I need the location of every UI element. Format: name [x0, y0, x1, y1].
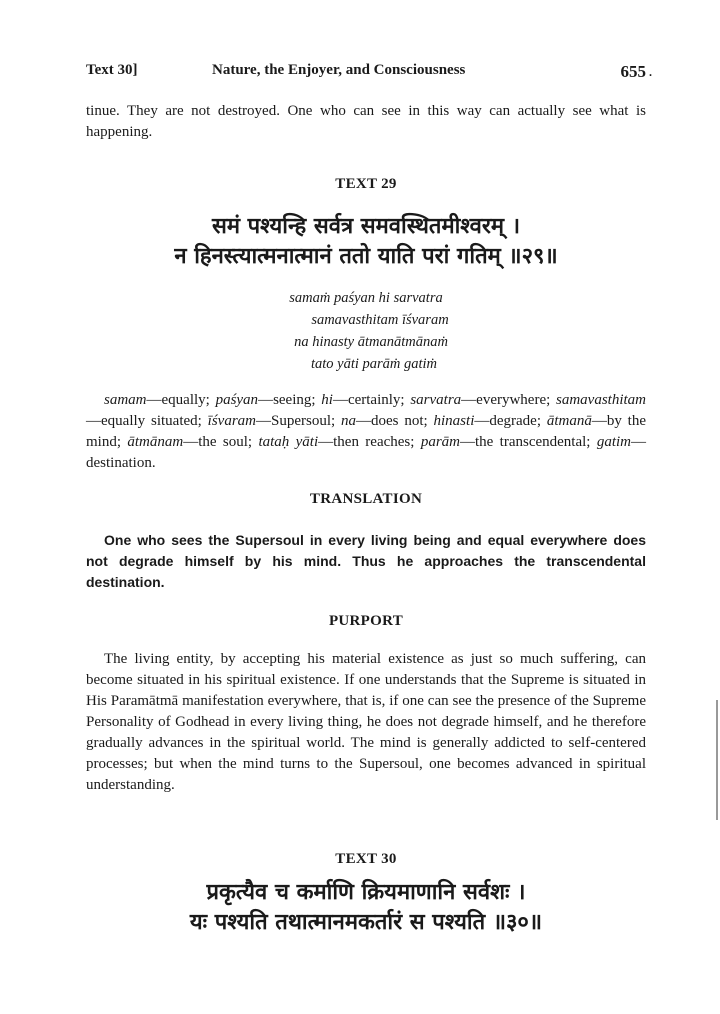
purport-text: The living entity, by accepting his material existence as just so much suffering, can become situated in his spiritual existence. If one understands that the Supreme is situated in His Paramātmā manifestation everywhere, that is, if one can see the presence of the Supreme Personality of Godhead in every living thing, he does not degrade himself, and he therefore gradually advances in the spiritual world. The mind is generally addicted to self-centered processes; but when the mind turns to the Supersoul, one becomes advanced in spiritual understanding. [86, 651, 646, 793]
synonym-meaning: —equally situated; [86, 413, 208, 429]
translation-heading: TRANSLATION [309, 491, 423, 507]
synonym-word: samavasthitam [556, 392, 646, 408]
synonym-meaning: —the transcendental; [459, 434, 597, 450]
devanagari-line: समं पश्यन्हि सर्वत्र समवस्थितमीश्वरम् । [211, 214, 521, 239]
synonym-word: na [341, 413, 357, 429]
synonym-meaning: —does not; [356, 413, 434, 429]
transliteration-line: samavasthitam īśvaram [311, 312, 449, 328]
text29-synonyms [86, 390, 646, 474]
synonym-word: hinasti [433, 413, 475, 429]
devanagari-line: यः पश्यति तथात्मानमकर्तारं स पश्यति ॥३०॥ [189, 910, 543, 935]
synonym-word: hi [321, 392, 333, 408]
transliteration-line: tato yāti parāṁ gatiṁ [310, 356, 438, 372]
synonym-meaning: —seeing; [258, 392, 322, 408]
text30-devanagari [86, 878, 646, 938]
header-chapter-title: Nature, the Enjoyer, and Consciousness [212, 62, 466, 78]
synonym-meaning: —equally; [146, 392, 216, 408]
page-number: 655 . [621, 62, 647, 82]
devanagari-line: प्रकृत्यैव च कर्माणि क्रियमाणानि सर्वशः । [206, 880, 526, 905]
synonym-meaning: —Supersoul; [256, 413, 342, 429]
devanagari-line: न हिनस्त्यात्मनात्मानं ततो याति परां गतिम् ॥२९॥ [174, 244, 558, 269]
transliteration-line: samaṁ paśyan hi sarvatra [289, 290, 443, 306]
text29-transliteration [86, 287, 646, 375]
synonym-meaning: —destination. [86, 434, 646, 471]
synonym-word: īśvaram [207, 413, 256, 429]
synonym-word: sarvatra [410, 392, 462, 408]
scan-margin-line [716, 700, 718, 820]
transliteration-line: na hinasty ātmanātmānaṁ [294, 334, 448, 350]
text29-heading: TEXT 29 [335, 176, 397, 192]
synonym-word: parām [420, 434, 460, 450]
synonym-meaning: —degrade; [474, 413, 547, 429]
translation-text: One who sees the Supersoul in every living being and equal everywhere does not degrade himself by his mind. Thus he approaches the transcendental destination. [86, 532, 646, 590]
synonym-meaning: —then reaches; [318, 434, 421, 450]
synonym-word: ātmanā [546, 413, 592, 429]
synonym-word: tataḥ yāti [258, 434, 319, 450]
synonym-meaning: —the soul; [183, 434, 259, 450]
synonym-word: paśyan [215, 392, 259, 408]
synonym-meaning: —everywhere; [461, 392, 556, 408]
synonym-word: ātmānam [127, 434, 184, 450]
text29-devanagari [86, 212, 646, 272]
synonym-meaning: —certainly; [332, 392, 411, 408]
synonym-word: gatim [596, 434, 631, 450]
header-text-ref: Text 30] [86, 62, 138, 78]
purport-heading: PURPORT [328, 613, 404, 629]
text30-heading: TEXT 30 [335, 851, 397, 867]
continuation-paragraph: tinue. They are not destroyed. One who can see in this way can actually see what is happening. [86, 103, 646, 140]
synonym-meaning: —by the mind; [86, 413, 647, 450]
synonym-word: samam [104, 392, 147, 408]
